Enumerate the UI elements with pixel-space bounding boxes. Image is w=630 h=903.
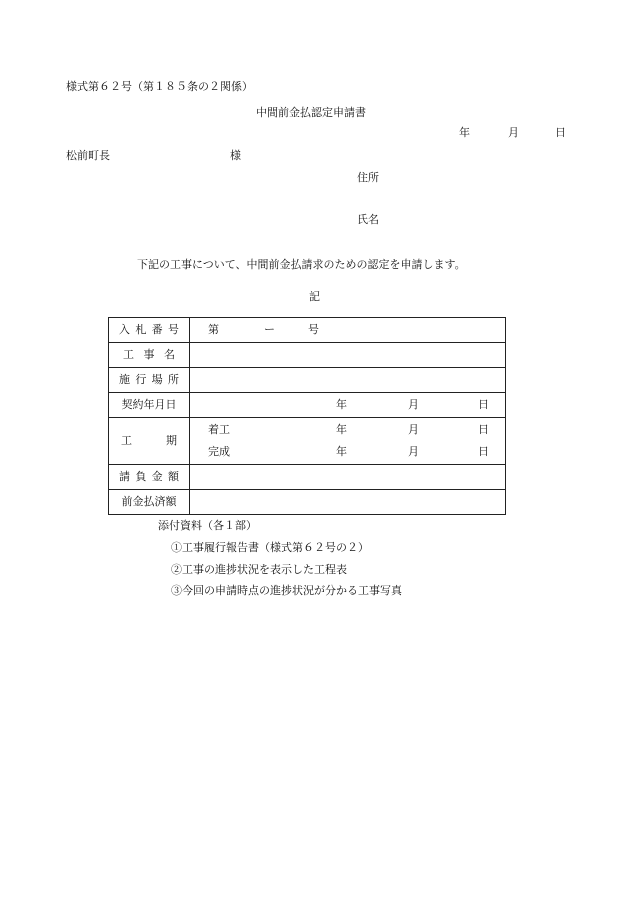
period-label [109, 418, 190, 465]
ki-heading: 記 [309, 290, 320, 303]
label-char: 工 [123, 348, 134, 361]
attachment-item: ②工事の進捗状況を表示した工程表 [171, 563, 347, 576]
table-row [109, 368, 506, 393]
end-month: 月 [408, 445, 419, 458]
attachment-item: ①工事履行報告書（様式第６２号の２） [171, 541, 369, 554]
label-char: 金 [151, 470, 163, 483]
label-char: 事 [143, 348, 155, 361]
body-text: 下記の工事について、中間前金払請求のための認定を申請します。 [137, 258, 466, 271]
table-row [109, 418, 506, 465]
bid-number-label [109, 318, 190, 343]
contract-day: 日 [478, 398, 489, 411]
label-char: 所 [167, 373, 179, 386]
contract-date-label: 契約年月日 [109, 393, 190, 418]
table-row [109, 393, 506, 418]
attachments-heading: 添付資料（各１部） [158, 519, 257, 532]
address-label: 住所 [357, 171, 379, 184]
application-table [108, 317, 506, 515]
bid-prefix: 第 [208, 323, 219, 336]
bid-number-value [190, 318, 506, 343]
table-row [109, 318, 506, 343]
date-year: 年 [459, 126, 470, 139]
addressee-name: 松前町長 [66, 149, 110, 162]
contract-amount-label [109, 465, 190, 490]
bid-dash: ー [264, 323, 275, 336]
start-month: 月 [408, 423, 419, 436]
label-char: 入 [119, 323, 130, 336]
table-row [109, 465, 506, 490]
date-month: 月 [508, 126, 519, 139]
contract-year: 年 [336, 398, 347, 411]
start-label: 着工 [208, 423, 230, 436]
label-char: 負 [135, 470, 147, 483]
advance-paid-value [190, 490, 506, 515]
bid-suffix: 号 [308, 323, 319, 336]
period-value [190, 418, 506, 465]
advance-paid-label: 前金払済額 [109, 490, 190, 515]
work-name-value [190, 343, 506, 368]
end-label: 完成 [208, 445, 230, 458]
label-char: 額 [167, 470, 179, 483]
addressee-honorific: 様 [230, 149, 241, 162]
attachment-item: ③今回の申請時点の進捗状況が分かる工事写真 [171, 584, 402, 597]
work-name-label [109, 343, 190, 368]
label-char: 期 [166, 434, 177, 447]
location-value [190, 368, 506, 393]
label-char: 場 [151, 373, 163, 386]
contract-amount-value [190, 465, 506, 490]
table-row [109, 343, 506, 368]
label-char: 施 [119, 373, 130, 386]
end-year: 年 [336, 445, 347, 458]
name-label: 氏名 [357, 213, 379, 226]
start-year: 年 [336, 423, 347, 436]
form-number: 様式第６２号（第１８５条の２関係） [66, 80, 253, 93]
document-title: 中間前金払認定申請書 [256, 106, 366, 119]
date-day: 日 [555, 126, 566, 139]
location-label [109, 368, 190, 393]
label-char: 札 [135, 323, 147, 336]
end-day: 日 [478, 445, 489, 458]
contract-date-value [190, 393, 506, 418]
label-char: 行 [135, 373, 147, 386]
label-char: 号 [167, 323, 179, 336]
start-day: 日 [478, 423, 489, 436]
table-row [109, 490, 506, 515]
label-char: 請 [119, 470, 130, 483]
contract-month: 月 [408, 398, 419, 411]
label-char: 番 [151, 323, 163, 336]
label-char: 工 [121, 434, 132, 447]
label-char: 名 [164, 348, 175, 361]
